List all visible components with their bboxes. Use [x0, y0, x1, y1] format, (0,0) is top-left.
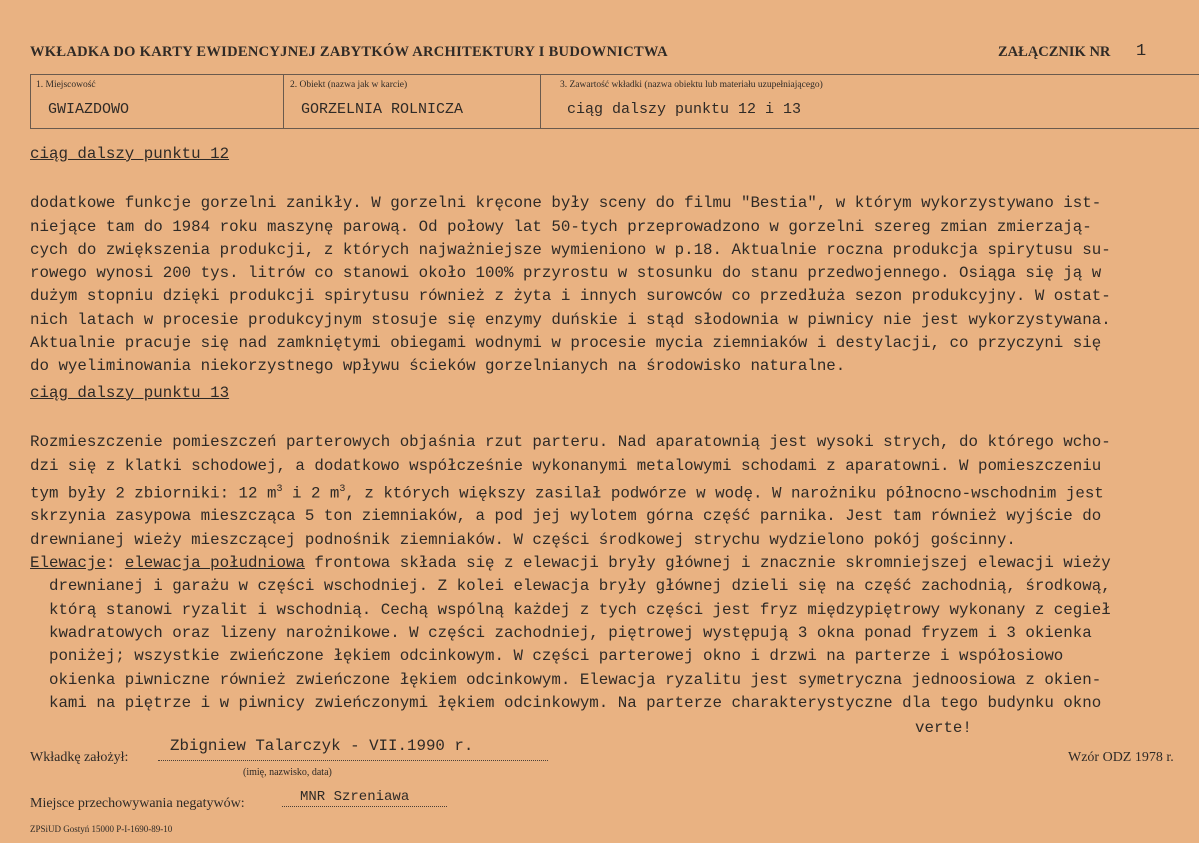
- text-part: , z których większy zasilał podwórze w wodę. W narożniku północno-wschodnim jest: [345, 484, 1104, 503]
- form-title: WKŁADKA DO KARTY EWIDENCYJNEJ ZABYTKÓW ARCHITEKTURY I BUDOWNICTWA: [30, 44, 668, 60]
- section-12-heading: ciąg dalszy punktu 12: [30, 145, 230, 163]
- contents-value: ciąg dalszy punktu 12 i 13: [567, 101, 802, 118]
- text-line: rowego wynosi 200 tys. litrów co stanowi około 100% przyrostu w stosunku do stanu przedwojennego. Osiąga się ją w: [30, 264, 1102, 283]
- header-top-rule: [30, 74, 1199, 75]
- text-line: dużym stopniu dzięki produkcji spirytusu również z żyta i innych surowców co przedłuża sezon produkcyjny. W ostat-: [30, 287, 1111, 306]
- text-line: nich latach w procesie produkcyjnym stosuje się enzymy duńskie i stąd słodownia w piwnicy nie jest wykorzystywana.: [30, 310, 1111, 329]
- south-elevation-label: elewacja południowa: [124, 554, 305, 573]
- field-divider: [283, 74, 284, 128]
- founder-hint: (imię, nazwisko, data): [243, 767, 332, 778]
- text-line: cych do zwiększenia produkcji, z których najważniejsze wymieniono w p.18. Aktualnie roczna produkcja spirytusu su-: [30, 240, 1111, 259]
- text-line: skrzynia zasypowa mieszcząca 5 ton ziemniaków, a pod jej wylotem górna część parnika. Jest tam również wyjście do: [30, 507, 1102, 526]
- locality-value: GWIAZDOWO: [48, 101, 130, 118]
- text-part: tym były 2 zbiorniki: 12 m: [30, 484, 277, 503]
- section-13-heading: ciąg dalszy punktu 13: [30, 384, 230, 402]
- locality-label: 1. Miejscowość: [36, 80, 96, 90]
- text-line: [30, 478, 1199, 506]
- text-line: Rozmieszczenie pomieszczeń parterowych objaśnia rzut parteru. Nad aparatownią jest wysoki strych, do którego wcho-: [30, 433, 1111, 452]
- print-info: ZPSiUD Gostyń 15000 P-I-1690-89-10: [30, 824, 173, 834]
- elevations-label: Elewacje: [30, 554, 106, 573]
- superscript: 3: [339, 483, 346, 495]
- attachment-label: ZAŁĄCZNIK NR: [998, 44, 1111, 60]
- verte-note: verte!: [915, 719, 972, 737]
- text-line: którą stanowi ryzalit i wschodnią. Cechą wspólną każdej z tych części jest fryz międzypiętrowy wykonany z cegieł: [30, 600, 1111, 619]
- text-line: okienka piwniczne również zwieńczone łękiem odcinkowym. Elewacja ryzalitu jest symetryczna jednoosiowa z okien-: [30, 670, 1102, 689]
- negatives-value: MNR Szreniawa: [300, 789, 410, 805]
- contents-label: 3. Zawartość wkładki (nazwa obiektu lub materiału uzupełniającego): [560, 80, 823, 90]
- founder-label: Wkładkę założył:: [30, 750, 129, 765]
- text-part: :: [105, 554, 125, 573]
- negatives-dotted-line: [282, 806, 447, 807]
- text-part: frontowa składa się z elewacji bryły głównej i znacznie skromniejszej elewacji wieży: [304, 554, 1111, 573]
- section-13-body: [30, 408, 1199, 738]
- form-pattern: Wzór ODZ 1978 r.: [1068, 750, 1174, 765]
- text-line: do wyeliminowania niekorzystnego wpływu ścieków gorzelnianych na środowisko naturalne.: [30, 357, 846, 376]
- founder-value: Zbigniew Talarczyk - VII.1990 r.: [170, 737, 474, 755]
- text-line: kwadratowych oraz lizeny narożnikowe. W części zachodniej, piętrowej występują 3 okna ponad fryzem i 3 okienka: [30, 623, 1092, 642]
- negatives-label: Miejsce przechowywania negatywów:: [30, 796, 245, 811]
- text-line: drewnianej wieży mieszczącej podnośnik ziemniaków. W części środkowej strychu wydzielono pokój gościnny.: [30, 530, 1016, 549]
- text-part: i 2 m: [282, 484, 340, 503]
- field-divider: [540, 74, 541, 128]
- text-line: poniżej; wszystkie zwieńczone łękiem odcinkowym. W części parterowej okno i drzwi na parterze i współosiowo: [30, 647, 1064, 666]
- text-line: dzi się z klatki schodowej, a dodatkowo współcześnie wykonanymi metalowymi schodami z aparatowni. W pomieszczeniu: [30, 456, 1102, 475]
- superscript: 3: [276, 483, 283, 495]
- text-line: Aktualnie pracuje się nad zamkniętymi obiegami wodnymi w procesie mycia ziemniaków i destylacji, co przyczyni się: [30, 334, 1102, 353]
- text-line: kami na piętrze i w piwnicy zwieńczonymi łękiem odcinkowym. Na parterze charakterystyczne dla tego budynku okno: [30, 693, 1102, 712]
- section-12-body: [30, 169, 1199, 402]
- attachment-number: 1: [1136, 42, 1147, 61]
- text-line: niejące tam do 1984 roku maszynę parową. Od połowy lat 50-tych przeprowadzono w gorzelni szereg zmian zmierzają-: [30, 217, 1092, 236]
- text-line: drewnianej i garażu w części wschodniej. Z kolei elewacja bryły głównej dzieli się na część zachodnią, środkową,: [30, 577, 1111, 596]
- field-divider: [30, 74, 31, 128]
- header-bottom-rule: [30, 128, 1199, 129]
- text-line: [30, 552, 1199, 575]
- object-label: 2. Obiekt (nazwa jak w karcie): [290, 80, 408, 90]
- founder-dotted-line: [158, 760, 548, 761]
- object-value: GORZELNIA ROLNICZA: [301, 101, 464, 118]
- text-line: dodatkowe funkcje gorzelni zanikły. W gorzelni kręcone były sceny do filmu "Bestia", w którym wykorzystywano ist-: [30, 194, 1102, 213]
